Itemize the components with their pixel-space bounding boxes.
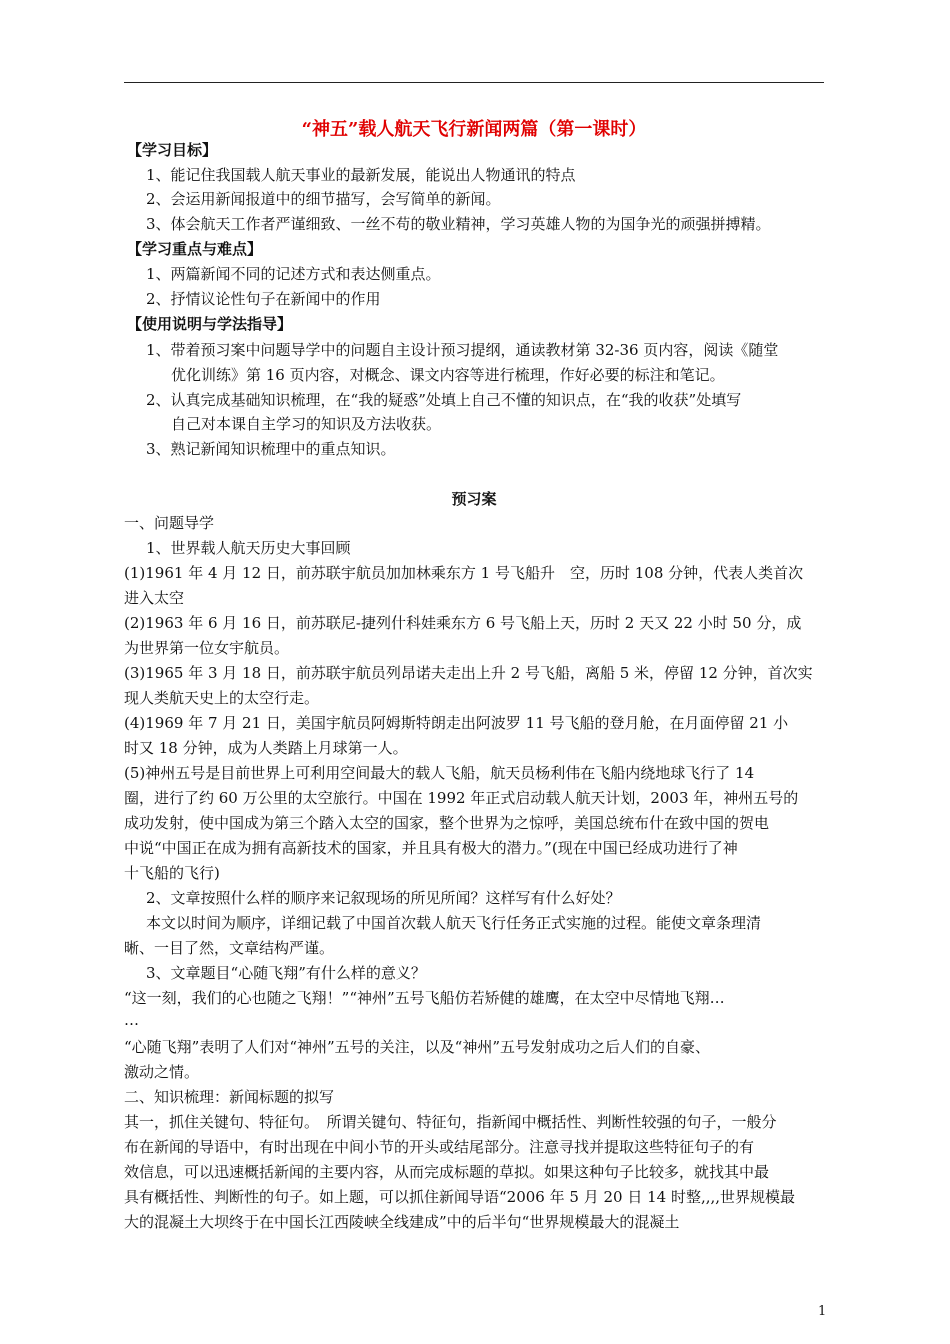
event-line: (3)1965 年 3 月 18 日，前苏联宇航员列昂诺夫走出上升 2 号飞船，离船 5 米，停留 12 分钟，首次实: [124, 664, 813, 682]
paragraph-line: 布在新闻的导语中，有时出现在中间小节的开头或结尾部分。注意寻找并提取这些特征句子的有: [124, 1138, 755, 1156]
event-line: (2)1963 年 6 月 16 日，前苏联尼-捷列什科娃乘东方 6 号飞船上天，历时 2 天又 22 小时 50 分，成: [124, 614, 802, 632]
page-number: 1: [818, 1304, 827, 1319]
section-heading: 二、知识梳理：新闻标题的拟写: [124, 1088, 335, 1106]
event-line: (1)1961 年 4 月 12 日，前苏联宇航员加加林乘东方 1 号飞船升 空，历时 108 分钟，代表人类首次: [124, 564, 804, 582]
paragraph-line: 大的混凝土大坝终于在中国长江西陵峡全线建成”中的后半句“世界规模最大的混凝土: [124, 1213, 680, 1231]
event-line: 十飞船的飞行): [124, 864, 220, 882]
event-line: (4)1969 年 7 月 21 日，美国宇航员阿姆斯特朗走出阿波罗 11 号飞船的登月舱，在月面停留 21 小: [124, 714, 789, 732]
objective-item: 1、能记住我国载人航天事业的最新发展，能说出人物通讯的特点: [146, 166, 576, 184]
event-line: 现人类航天史上的太空行走。: [124, 689, 320, 707]
event-line: 成功发射，使中国成为第三个踏入太空的国家，整个世界为之惊呼，美国总统布什在致中国的贺电: [124, 814, 770, 832]
key-points-heading: 【学习重点与难点】: [127, 240, 263, 258]
key-point-item: 1、两篇新闻不同的记述方式和表达侧重点。: [146, 265, 441, 283]
objective-item: 2、会运用新闻报道中的细节描写，会写简单的新闻。: [146, 190, 501, 208]
question: 2、文章按照什么样的顺序来记叙现场的所见所闻？这样写有什么好处？: [146, 889, 621, 907]
event-line: (5)神州五号是目前世界上可利用空间最大的载人飞船，航天员杨利伟在飞船内绕地球飞行了 14: [124, 764, 755, 782]
section-heading: 一、问题导学: [124, 514, 215, 532]
key-point-item: 2、抒情议论性句子在新闻中的作用: [146, 290, 381, 308]
paragraph-line: 效信息，可以迅速概括新闻的主要内容，从而完成标题的草拟。如果这种句子比较多，就找其中最: [124, 1163, 770, 1181]
usage-heading: 【使用说明与学法指导】: [127, 315, 293, 333]
answer-line: …: [124, 1011, 139, 1029]
usage-item-line: 1、带着预习案中问题导学中的问题自主设计预习提纲，通读教材第 32-36 页内容，阅读《随堂: [146, 341, 779, 359]
paragraph-line: 具有概括性、判断性的句子。如上题，可以抓住新闻导语“2006 年 5 月 20 日 14 时整,,,,世界规模最: [124, 1188, 796, 1206]
answer-line: 晰、一目了然，文章结构严谨。: [124, 939, 335, 957]
objective-item: 3、体会航天工作者严谨细致、一丝不苟的敬业精神，学习英雄人物的为国争光的顽强拼搏精。: [146, 215, 771, 233]
page-title: “神五”载人航天飞行新闻两篇（第一课时）: [301, 119, 647, 140]
preview-heading: 预习案: [451, 490, 497, 508]
event-line: 进入太空: [124, 589, 185, 607]
usage-item-line: 2、认真完成基础知识梳理，在“我的疑惑”处填上自己不懂的知识点，在“我的收获”处填写: [146, 391, 742, 409]
question: 3、文章题目“心随飞翔”有什么样的意义？: [146, 964, 426, 982]
event-line: 为世界第一位女宇航员。: [124, 639, 290, 657]
header-rule: [124, 82, 824, 83]
usage-item-line: 自己对本课自主学习的知识及方法收获。: [171, 415, 442, 433]
answer-line: 激动之情。: [124, 1063, 200, 1081]
usage-item-line: 3、熟记新闻知识梳理中的重点知识。: [146, 440, 396, 458]
objectives-heading: 【学习目标】: [127, 141, 218, 159]
event-line: 圈，进行了约 60 万公里的太空旅行。中国在 1992 年正式启动载人航天计划，2003 年，神州五号的: [124, 789, 799, 807]
paragraph-line: 其一，抓住关键句、特征句。 所谓关键句、特征句，指新闻中概括性、判断性较强的句子，一般分: [124, 1113, 777, 1131]
event-line: 中说“中国正在成为拥有高新技术的国家，并且具有极大的潜力。”(现在中国已经成功进行了神: [124, 839, 738, 857]
answer-line: “心随飞翔”表明了人们对“神州”五号的关注，以及“神州”五号发射成功之后人们的自豪、: [124, 1038, 711, 1056]
answer-line: “这一刻，我们的心也随之飞翔！”“神州”五号飞船仿若矫健的雄鹰，在太空中尽情地飞翔…: [124, 989, 725, 1007]
answer-line: 本文以时间为顺序，详细记载了中国首次载人航天飞行任务正式实施的过程。能使文章条理清: [146, 914, 762, 932]
event-line: 时又 18 分钟，成为人类踏上月球第一人。: [124, 739, 408, 757]
usage-item-line: 优化训练》第 16 页内容，对概念、课文内容等进行梳理，作好必要的标注和笔记。: [171, 366, 725, 384]
question: 1、世界载人航天历史大事回顾: [146, 539, 351, 557]
